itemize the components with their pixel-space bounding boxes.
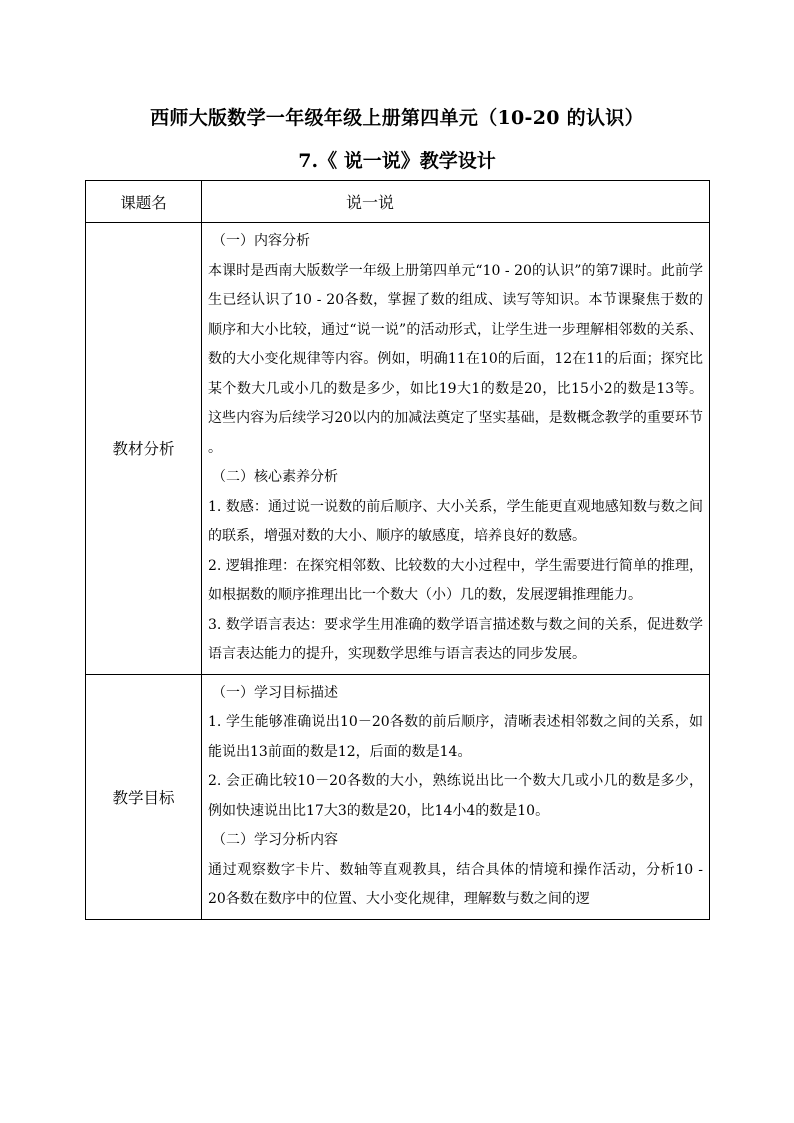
list-item: 2. 逻辑推理：在探究相邻数、比较数的大小过程中，学生需要进行简单的推理，如根据数的顺序推理出比一个数大（小）几的数，发展逻辑推理能力。 (208, 557, 703, 603)
paragraph: 通过观察数字卡片、数轴等直观教具，结合具体的情境和操作活动，分析10 - 20各数在数序中的位置、大小变化规律，理解数与数之间的逻 (208, 861, 703, 907)
paragraph: 本课时是西南大版数学一年级上册第四单元“10 - 20的认识”的第7课时。此前学生已经认识了10 - 20各数，掌握了数的组成、读写等知识。本节课聚焦于数的顺序和大小比较，通过“说一说”的活动形式，让学生进一步理解相邻数的关系、数的大小变化规律等内容。例如，明确11在10的后面，12在11的后面；探究比某个数大几或小几的数是多少，如比19大1的数是20，比15小2的数是13等。这些内容为后续学习20以内的加减法奠定了坚实基础，是数概念教学的重要环节 。 (208, 262, 703, 456)
section-heading: （一）学习目标描述 (212, 684, 338, 701)
topic-value: 说一说 (202, 181, 710, 223)
row-label-material-analysis: 教材分析 (86, 223, 202, 675)
material-analysis-cell (202, 223, 710, 675)
section-heading: （二）核心素养分析 (212, 469, 338, 485)
teaching-goals-cell (202, 674, 710, 919)
list-item: 2. 会正确比较10－20各数的大小，熟练说出比一个数大几或小几的数是多少，例如快速说出比17大3的数是20，比14小4的数是10。 (208, 773, 703, 819)
section-heading: （二）学习分析内容 (212, 832, 338, 848)
table-row (86, 181, 710, 223)
lesson-plan-table (85, 180, 710, 920)
document-title: 西师大版数学一年级年级上册第四单元（10-20 的认识） (150, 107, 644, 129)
row-label-topic: 课题名 (86, 181, 202, 223)
list-item: 1. 学生能够准确说出10－20各数的前后顺序，清晰表述相邻数之间的关系，如能说出13前面的数是12，后面的数是14。 (208, 714, 703, 760)
section-heading: （一）内容分析 (212, 233, 310, 249)
table-row (86, 223, 710, 675)
list-item: 3. 数学语言表达：要求学生用准确的数学语言描述数与数之间的关系，促进数学语言表达能力的提升，实现数学思维与语言表达的同步发展。 (208, 616, 703, 662)
row-label-teaching-goals: 教学目标 (86, 674, 202, 919)
table-row (86, 674, 710, 919)
list-item: 1. 数感：通过说一说数的前后顺序、大小关系，学生能更直观地感知数与数之间的联系，增强对数的大小、顺序的敏感度，培养良好的数感。 (208, 498, 703, 544)
document-subtitle: 7.《 说一说》教学设计 (298, 150, 496, 172)
